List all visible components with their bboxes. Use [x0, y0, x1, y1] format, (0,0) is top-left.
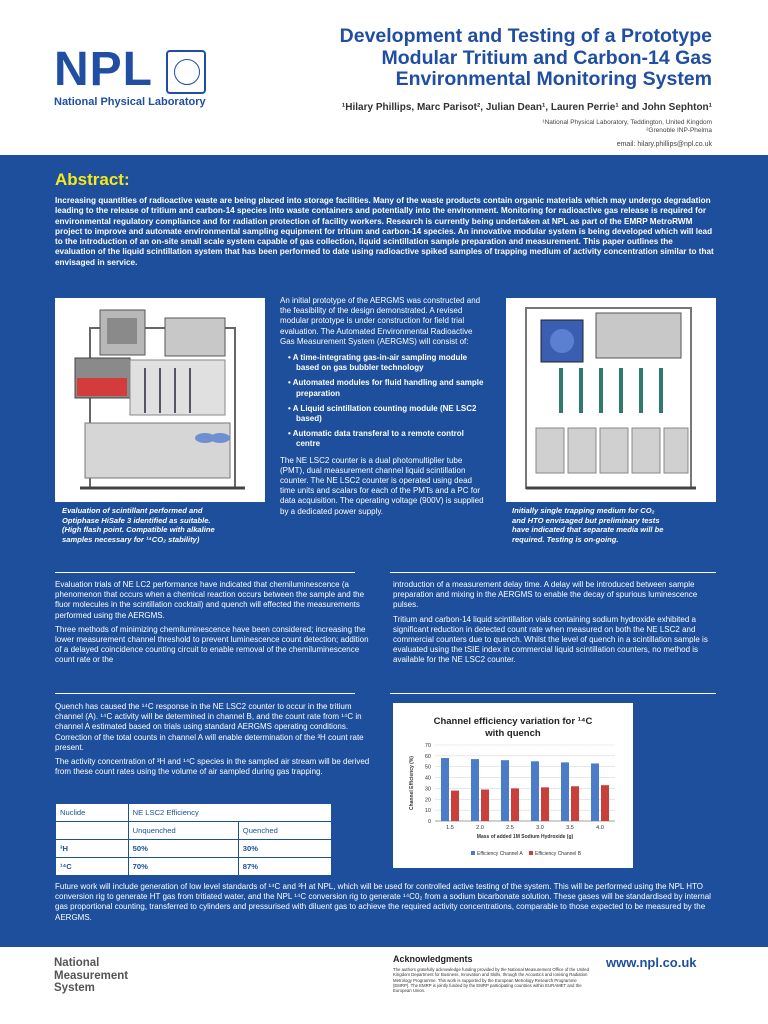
y-tick-label: 70	[424, 743, 431, 749]
authors: ¹Hilary Phillips, Marc Parisot², Julian Dean¹, Lauren Perrie¹ and John Sephton¹	[341, 102, 712, 113]
table-subheader-row	[56, 822, 332, 840]
x-tick-label: 2.5	[506, 825, 514, 831]
title-line: Development and Testing of a Prototype	[339, 25, 712, 47]
bar-channel-b	[451, 791, 459, 821]
table-header-row	[56, 804, 332, 822]
contact-email[interactable]: email: hilary.phillips@npl.co.uk	[616, 141, 712, 148]
table-cell: 50%	[128, 840, 238, 858]
x-tick-label: 3.0	[536, 825, 544, 831]
caption-line: (High flash point. Compatible with alkaline	[62, 525, 215, 535]
paragraph: introduction of a measurement delay time. A delay will be introduced between sample preparation and mixing in the AERGMS to enable the decay of spurious luminescence pulses.	[393, 580, 698, 610]
legend-label: Efficiency Channel A	[477, 851, 523, 857]
component-list	[280, 353, 485, 450]
logo-subtitle: National Physical Laboratory	[54, 96, 206, 108]
chemiluminescence-text	[55, 580, 370, 670]
efficiency-table	[55, 803, 332, 876]
acknowledgments-heading: Acknowledgments	[393, 954, 473, 964]
x-tick-label: 2.0	[476, 825, 484, 831]
nms-logo	[54, 957, 128, 995]
bar-channel-a	[471, 759, 479, 821]
y-tick-label: 20	[424, 797, 431, 804]
caption-right	[512, 506, 722, 544]
bar-channel-b	[571, 786, 579, 821]
divider	[390, 572, 716, 573]
divider	[390, 693, 716, 694]
caption-line: Optiphase HiSafe 3 identified as suitable.	[62, 515, 211, 525]
nms-line: Measurement	[54, 969, 129, 982]
legend-swatch	[471, 851, 475, 855]
nms-line: National	[54, 957, 100, 969]
table-header: NE LSC2 Efficiency	[128, 804, 331, 822]
intro-paragraph: An initial prototype of the AERGMS was constructed and the feasibility of the design demonstrated. A revised modular prototype is under construction for field trial evaluation. The Automated Environmental Radioactive Gas Measurement System (AERGMS) will consist of:	[280, 296, 481, 346]
list-item: • Automatic data transferal to a remote control centre	[288, 429, 464, 449]
caption-line: have indicated that separate media will be	[512, 525, 664, 535]
chart-title: Channel efficiency variation for ¹⁴C	[433, 716, 593, 727]
list-item: • A Liquid scintillation counting module (NE LSC2 based)	[288, 403, 477, 424]
npl-logo	[54, 43, 206, 108]
caption-line: Initially single trapping medium for CO₂	[512, 506, 655, 515]
table-header: Nuclide	[56, 804, 129, 822]
x-tick-label: 3.5	[566, 825, 574, 831]
legend-label: Efficiency Channel B	[535, 851, 582, 857]
nms-line: System	[54, 982, 95, 994]
logo-wordmark: NPL	[54, 43, 153, 96]
caption-line: and HTO envisaged but preliminary tests	[512, 515, 660, 525]
paragraph: Tritium and carbon-14 liquid scintillation vials containing sodium hydroxide exhibited a significant reduction in detected count rate when measured on both the NE LSC2 and commercial counters due to quench. Whilst the level of quench in a scintillation sample is evaluated using the tSIE index in commercial liquid scintillation counters, no method is available for the NE LSC2 counter.	[393, 614, 708, 665]
system-description	[280, 296, 485, 517]
bar-channel-a	[531, 761, 539, 821]
table-header: Quenched	[238, 822, 331, 840]
table-cell: 87%	[238, 858, 331, 876]
future-work-text: Future work will include generation of low level standards of ¹⁴C and ³H at NPL, which will be used for controlled active testing of the system. This will be performed using the NPL HTO conversion rig to generate HT gas from tritiated water, and the NPL ¹⁴C conversion rig to generate ¹⁴C0₂ from a sodium bicarbonate solution. These gases will be standardised by internal gas proportional counting, transferred to cylinders and pressurised with diluent gas to achieve the required activity concentrations, comparable to those expected to be measured by the AERGMS.	[55, 882, 711, 922]
poster-header	[0, 0, 768, 155]
table-row	[56, 840, 332, 858]
website-link[interactable]: www.npl.co.uk	[606, 955, 697, 970]
abstract-text: Increasing quantities of radioactive waste are being placed into storage facilities. Many of the waste products contain organic materials which may undergo degradation leading to the release of tritium and carbon-14 species into waste containers and potentially into the environment. Monitoring for radioactive gas release is required for environmental regulatory compliance and for radiation protection of facility workers. Research is currently being undertaken at NPL as part of the EMRP MetroRWM project to improve and automate environmental sampling equipment for tritium and carbon-14 species. An innovative modular system is being developed which will lead to the introduction of an on-site small scale system capable of gas collection, liquid scintillation sample preparation and measurement. This paper outlines the evaluation of the liquid scintillation system that has been performed to date using radioactive spiked samples of trapping medium of activity concentration similar to that envisaged in service.	[55, 196, 714, 267]
chart-svg	[393, 703, 633, 868]
bar-channel-a	[501, 760, 509, 821]
list-item: • Automated modules for fluid handling and sample preparation	[288, 378, 484, 398]
affiliation-2: ²Grenoble INP-Phelma	[646, 127, 712, 134]
table-row	[56, 858, 332, 876]
prototype-rig-illustration	[55, 298, 265, 502]
efficiency-chart	[393, 703, 633, 868]
table-cell	[56, 822, 129, 840]
affiliations	[542, 119, 712, 135]
modular-rig-illustration	[506, 298, 716, 502]
caption-line: Evaluation of scintillant performed and	[62, 506, 203, 515]
divider	[55, 572, 355, 573]
x-axis-label: Mass of added 1M Sodium Hydroxide (g)	[476, 834, 574, 840]
abstract-heading: Abstract:	[55, 170, 130, 189]
prototype-photo-left	[55, 298, 265, 502]
bar-channel-b	[481, 790, 489, 821]
y-axis-label: Channel Efficiency (%)	[409, 756, 415, 810]
poster-title	[232, 26, 712, 91]
list-item: • A time-integrating gas-in-air sampling module based on gas bubbler technology	[288, 353, 468, 373]
crest-icon	[166, 50, 206, 94]
caption-left	[62, 506, 272, 544]
table-cell: 70%	[128, 858, 238, 876]
paragraph: Quench has caused the ¹⁴C response in the NE LSC2 counter to occur in the tritium channel (A). ¹⁴C activity will be determined in channel B, and the count rate from ¹⁴C in channel A estimated based on trials using standard AERGMS operating conditions. Correction of the total counts in channel A will enable determination of the ³H count rate present.	[55, 702, 364, 752]
x-tick-label: 1.5	[446, 825, 454, 831]
divider	[55, 693, 355, 694]
paragraph: The activity concentration of ³H and ¹⁴C species in the sampled air stream will be derived from these count rates using the volume of air sampled during gas trapping.	[55, 757, 370, 777]
table-cell: ³H	[56, 840, 129, 858]
bar-channel-a	[561, 762, 569, 821]
y-tick-label: 40	[424, 775, 431, 782]
y-tick-label: 60	[424, 753, 431, 760]
bar-channel-b	[511, 788, 519, 821]
activity-text	[55, 702, 370, 781]
table-cell: ¹⁴C	[56, 858, 129, 876]
title-line: Environmental Monitoring System	[395, 68, 712, 90]
quench-text	[393, 580, 715, 670]
caption-line: samples necessary for ¹⁴CO₂ stability)	[62, 534, 200, 544]
acknowledgments-text: The authors gratefully acknowledge funding provided by the National Measurement Office of the United Kingdom Department for Business, Innovation and Skills, through the Acoustics and Ionising Radiation Metrology Programme. This work is supported by the European Metrology Research Programme (EMRP). The EMRP is jointly funded by the EMRP participating countries within EURAMET and the European Union.	[393, 967, 590, 994]
prototype-photo-right	[506, 298, 716, 502]
bar-channel-b	[601, 785, 609, 821]
y-tick-label: 50	[424, 764, 431, 771]
caption-line: required. Testing is on-going.	[512, 534, 619, 544]
y-tick-label: 0	[427, 819, 431, 825]
table-cell: 30%	[238, 840, 331, 858]
title-line: Modular Tritium and Carbon-14 Gas	[381, 46, 712, 69]
paragraph: Three methods of minimizing chemiluminescence have been considered; increasing the lower measurement channel threshold to prevent luminescence count detection; addition of a delayed coincidence counting circuit to enable removal of the chemiluminescence count rate or the	[55, 624, 369, 665]
bar-channel-a	[441, 758, 449, 821]
y-tick-label: 10	[424, 808, 431, 815]
counter-paragraph: The NE LSC2 counter is a dual photomultiplier tube (PMT), dual measurement channel liquid scintillation counter. The NE LSC2 counter is operated using dead time units and scalars for each of the PMTs and a PC for data acquisition. The operating voltage (900V) is supplied by a dedicated power supply.	[280, 455, 484, 516]
legend-swatch	[529, 851, 533, 855]
table-header: Unquenched	[128, 822, 238, 840]
paragraph: Evaluation trials of NE LC2 performance have indicated that chemiluminescence (a phenomenon that occurs when a chemical reaction occurs between the sample and the fluor molecules in the scintillation cocktail) and quench will effected the measurements performed using the AERGMS.	[55, 580, 365, 620]
x-tick-label: 4.0	[596, 825, 604, 831]
bar-channel-a	[591, 763, 599, 821]
affiliation-1: ¹National Physical Laboratory, Teddington, United Kingdom	[542, 119, 712, 126]
chart-title: with quench	[485, 728, 541, 739]
bar-channel-b	[541, 787, 549, 821]
y-tick-label: 30	[424, 786, 431, 793]
